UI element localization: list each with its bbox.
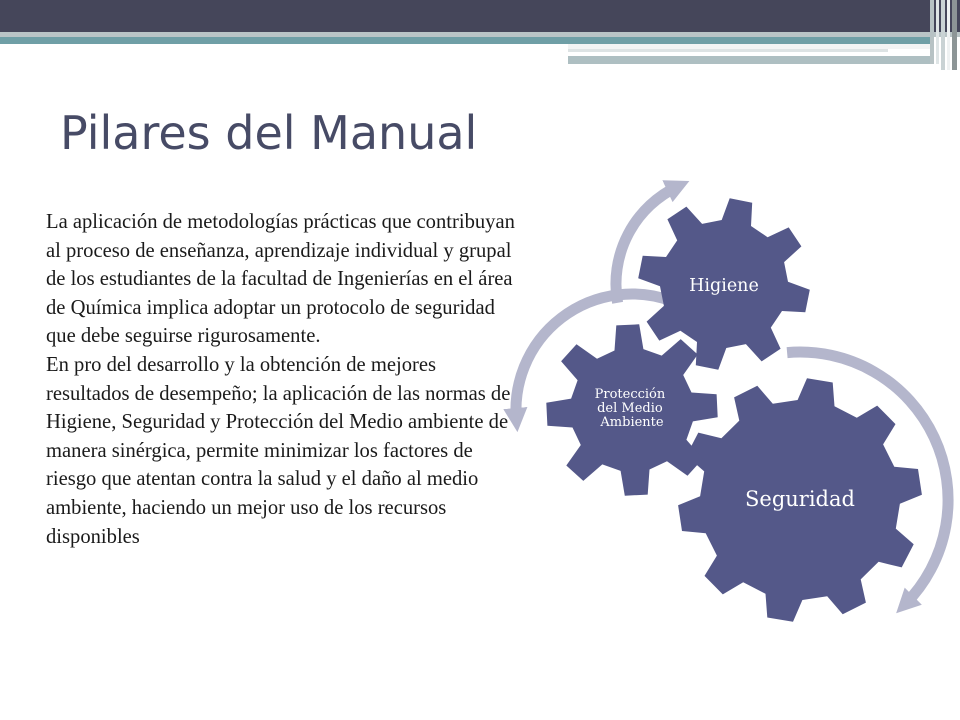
gear-label-higiene: Higiene (689, 276, 759, 296)
gear-label-proteccion-line-1: Protección (594, 387, 666, 402)
gear-label-proteccion (595, 387, 670, 430)
slide-title: Pilares del Manual (60, 106, 478, 160)
body-text (46, 208, 522, 551)
header-bar (0, 0, 960, 70)
gear-label-seguridad: Seguridad (745, 487, 855, 511)
gear-label-proteccion-line-2: del Medio (597, 401, 663, 416)
paragraph-1: La aplicación de metodologías prácticas que contribuyan al proceso de enseñanza, aprendizaje individual y grupal de los estudiantes de la facultad de Ingenierías en el área de Química implica adoptar un protocolo de seguridad que debe seguirse rigurosamente. (46, 211, 515, 348)
gears-diagram (490, 180, 960, 640)
gear-label-proteccion-line-3: Ambiente (600, 415, 664, 430)
paragraph-2: En pro del desarrollo y la obtención de mejores resultados de desempeño; la aplicación de las normas de Higiene, Seguridad y Protección del Medio ambiente de manera sinérgica, permite minimizar los factores de riesgo que atentan contra la salud y el daño al medio ambiente, haciendo un mejor uso de los recursos disponibles (46, 353, 511, 548)
